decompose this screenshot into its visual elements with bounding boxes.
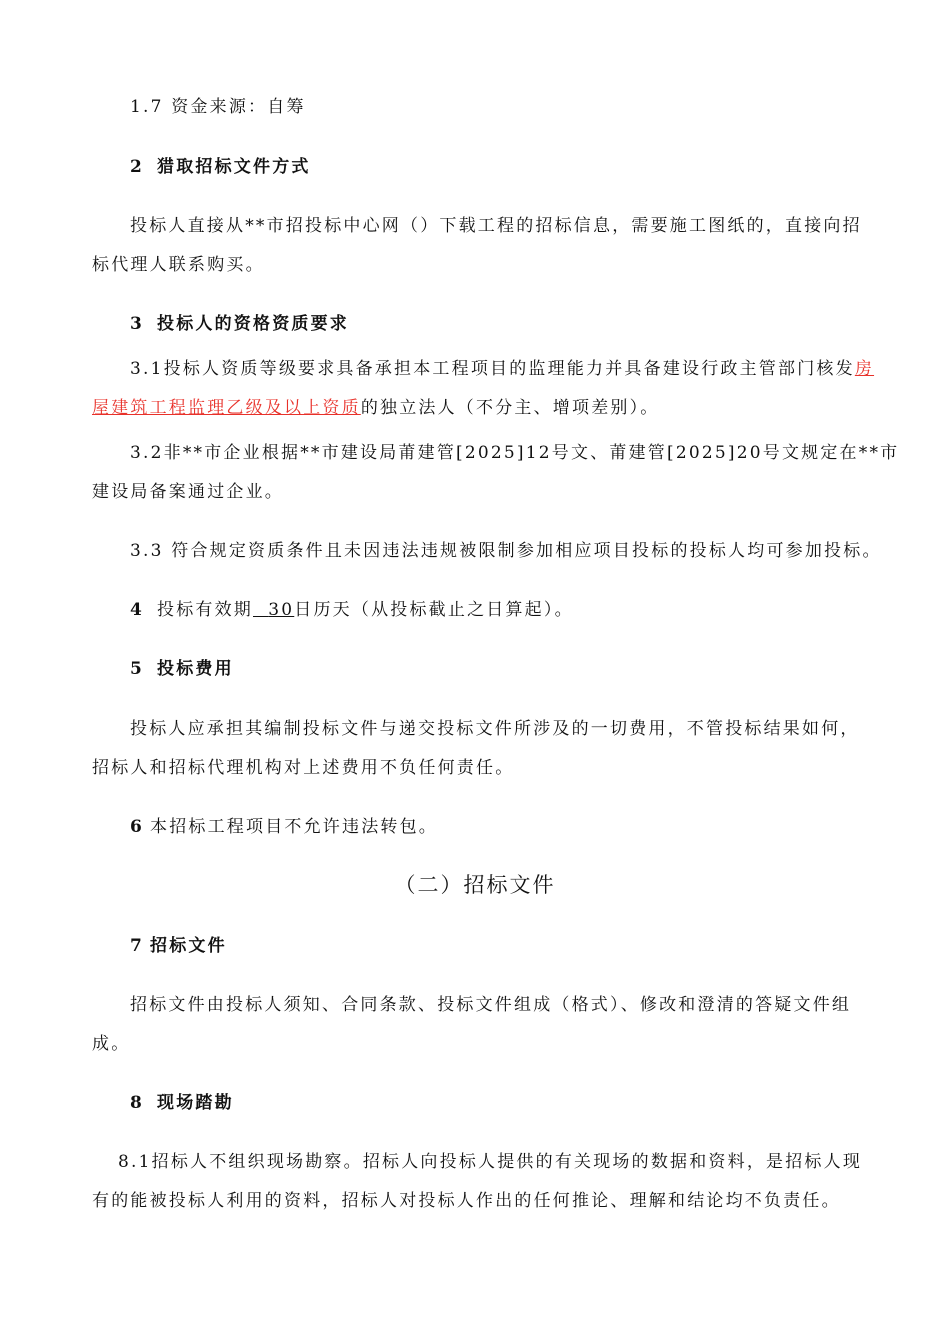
validity-days-number: 30 bbox=[268, 600, 295, 620]
section-7-heading bbox=[130, 935, 872, 957]
section-8-title: 现场踏勘 bbox=[157, 1093, 234, 1113]
section-5-para-line-2: 招标人和招标代理机构对上述费用不负任何责任。 bbox=[92, 758, 515, 778]
section-4-line bbox=[130, 599, 872, 621]
qualification-highlight-start: 房 bbox=[854, 359, 875, 379]
section-4-number: 4 bbox=[130, 600, 145, 620]
section-6-text: 本招标工程项目不允许违法转包。 bbox=[150, 817, 438, 837]
clause-3-2-line-1: 3.2非**市企业根据**市建设局莆建管[2025]12号文、莆建管[2025]20号文规定在**市 bbox=[130, 443, 900, 463]
section-6-number: 6 bbox=[130, 817, 145, 837]
section-3-title: 投标人的资格资质要求 bbox=[157, 314, 349, 334]
clause-3-3: 3.3 符合规定资质条件且未因违法违规被限制参加相应项目投标的投标人均可参加投标。 bbox=[130, 541, 882, 561]
section-6-line bbox=[130, 816, 872, 838]
section-7-number: 7 bbox=[130, 936, 145, 956]
section-4-post: 日历天（从投标截止之日算起）。 bbox=[294, 600, 574, 620]
section-8-number: 8 bbox=[130, 1093, 145, 1113]
funding-source-line: 1.7 资金来源：自筹 bbox=[130, 97, 306, 117]
section-5-title: 投标费用 bbox=[157, 659, 234, 679]
section-2-title: 猎取招标文件方式 bbox=[157, 157, 311, 177]
clause-3-1-rest: 的独立法人（不分主、增项差别）。 bbox=[360, 398, 660, 418]
validity-days-value bbox=[253, 600, 294, 620]
section-2-number: 2 bbox=[130, 157, 145, 177]
section-2-para-line-1: 投标人直接从**市招投标中心网（）下载工程的招标信息，需要施工图纸的，直接向招 bbox=[130, 216, 862, 236]
section-2-para-line-2: 标代理人联系购买。 bbox=[92, 255, 265, 275]
qualification-highlight: 屋建筑工程监理乙级及以上资质 bbox=[92, 398, 361, 418]
section-7-title: 招标文件 bbox=[150, 936, 227, 956]
section-3-number: 3 bbox=[130, 314, 145, 334]
clause-8-1-line-2: 有的能被投标人利用的资料，招标人对投标人作出的任何推论、理解和结论均不负责任。 bbox=[92, 1191, 841, 1211]
section-2-heading bbox=[130, 156, 872, 178]
section-5-number: 5 bbox=[130, 659, 145, 679]
clause-3-1-line-1 bbox=[130, 358, 875, 380]
section-7-para-line-1: 招标文件由投标人须知、合同条款、投标文件组成（格式）、修改和澄清的答疑文件组 bbox=[130, 995, 852, 1015]
section-8-heading bbox=[130, 1092, 872, 1114]
section-7-para-line-2: 成。 bbox=[92, 1034, 131, 1054]
section-3-heading bbox=[130, 313, 872, 335]
section-4-pre: 投标有效期 bbox=[157, 600, 253, 620]
part-2-title: （二）招标文件 bbox=[394, 873, 556, 897]
section-5-heading bbox=[130, 658, 872, 680]
section-5-para-line-1: 投标人应承担其编制投标文件与递交投标文件所涉及的一切费用，不管投标结果如何， bbox=[130, 719, 860, 739]
clause-8-1-line-1: 8.1招标人不组织现场勘察。招标人向投标人提供的有关现场的数据和资料，是招标人现 bbox=[118, 1152, 863, 1172]
clause-3-1-line-2 bbox=[92, 397, 872, 419]
clause-3-2-line-2: 建设局备案通过企业。 bbox=[92, 482, 284, 502]
clause-3-1-text: 3.1投标人资质等级要求具备承担本工程项目的监理能力并具备建设行政主管部门核发 bbox=[130, 359, 855, 379]
